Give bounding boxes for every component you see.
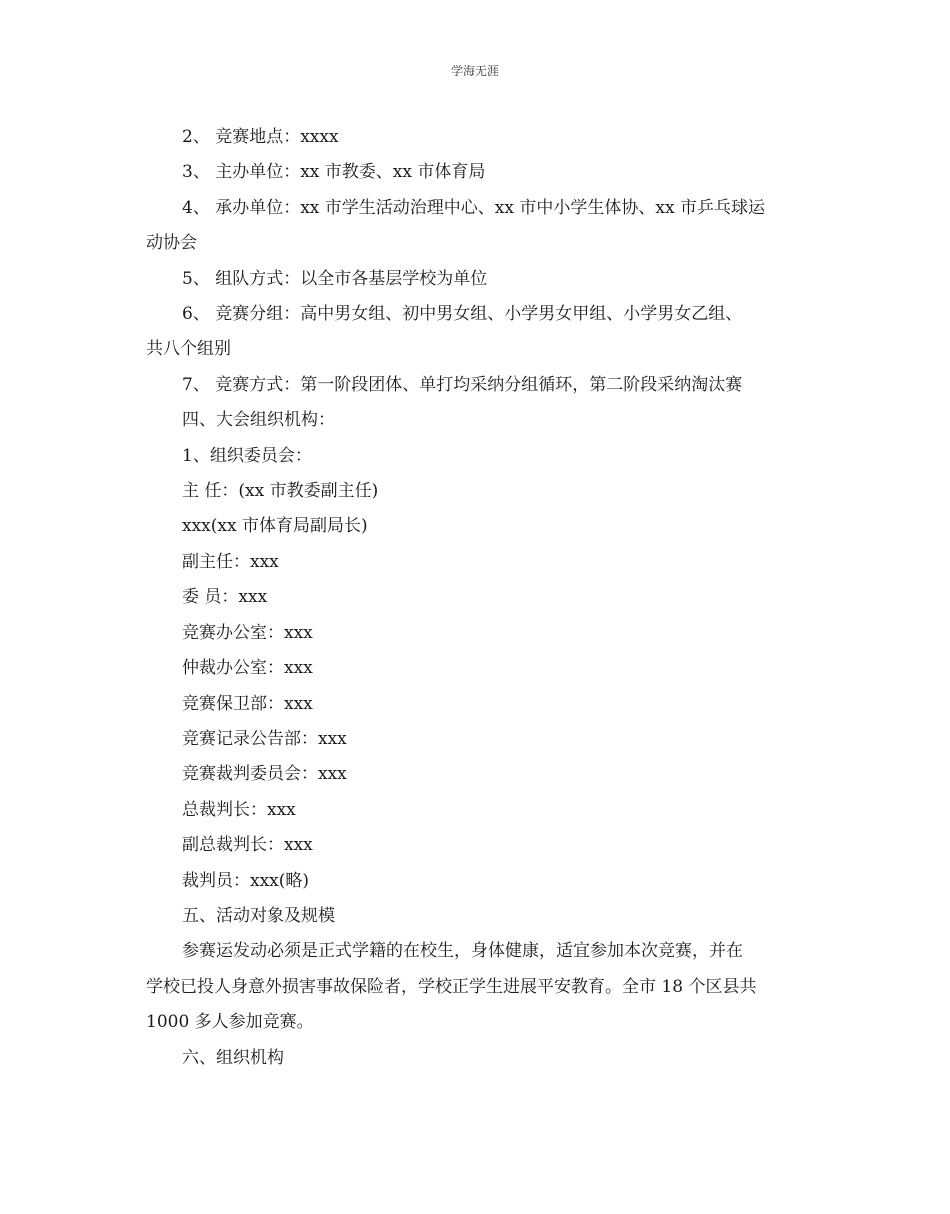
paragraph-line: 竞赛保卫部：xxx: [182, 693, 313, 714]
paragraph-line: 竞赛办公室：xxx: [182, 622, 313, 643]
paragraph-line: xxx(xx 市体育局副局长): [182, 516, 368, 537]
paragraph-line: 共八个组别: [146, 339, 231, 360]
paragraph-line: 参赛运发动必须是正式学籍的在校生，身体健康，适宜参加本次竞赛，并在: [182, 941, 743, 962]
paragraph-line: 4、 承办单位：xx 市学生活动治理中心、xx 市中小学生体协、xx 市乒乓球运: [182, 197, 765, 218]
paragraph-line: 竞赛裁判委员会：xxx: [182, 764, 347, 785]
page-header: 学海无涯: [450, 64, 499, 78]
paragraph-line: 7、 竞赛方式：第一阶段团体、单打均采纳分组循环，第二阶段采纳淘汰赛: [182, 374, 743, 395]
paragraph-line: 1、组织委员会：: [182, 445, 312, 466]
paragraph-line: 1000 多人参加竞赛。: [146, 1012, 314, 1033]
paragraph-line: 竞赛记录公告部：xxx: [182, 728, 347, 749]
paragraph-line: 总裁判长：xxx: [182, 799, 296, 820]
paragraph-line: 仲裁办公室：xxx: [182, 658, 313, 679]
paragraph-line: 动协会: [146, 233, 197, 254]
paragraph-line: 3、 主办单位：xx 市教委、xx 市体育局: [182, 162, 486, 183]
paragraph-line: 主 任：(xx 市教委副主任): [182, 481, 379, 502]
paragraph-line: 六、组织机构: [182, 1047, 284, 1068]
paragraph-line: 副总裁判长：xxx: [182, 835, 313, 856]
paragraph-line: 学校已投人身意外损害事故保险者，学校正学生进展平安教育。全市 18 个区县共: [146, 976, 757, 997]
paragraph-line: 2、 竞赛地点：xxxx: [182, 127, 339, 147]
paragraph-line: 5、 组队方式：以全市各基层学校为单位: [182, 268, 488, 289]
paragraph-line: 五、活动对象及规模: [182, 905, 335, 926]
paragraph-line: 裁判员：xxx(略): [182, 870, 310, 891]
paragraph-line: 四、大会组织机构：: [182, 410, 335, 431]
paragraph-line: 委 员：xxx: [182, 587, 268, 608]
paragraph-line: 6、 竞赛分组：高中男女组、初中男女组、小学男女甲组、小学男女乙组、: [182, 304, 743, 325]
paragraph-line: 副主任：xxx: [182, 551, 279, 572]
document-body: [146, 120, 806, 1076]
